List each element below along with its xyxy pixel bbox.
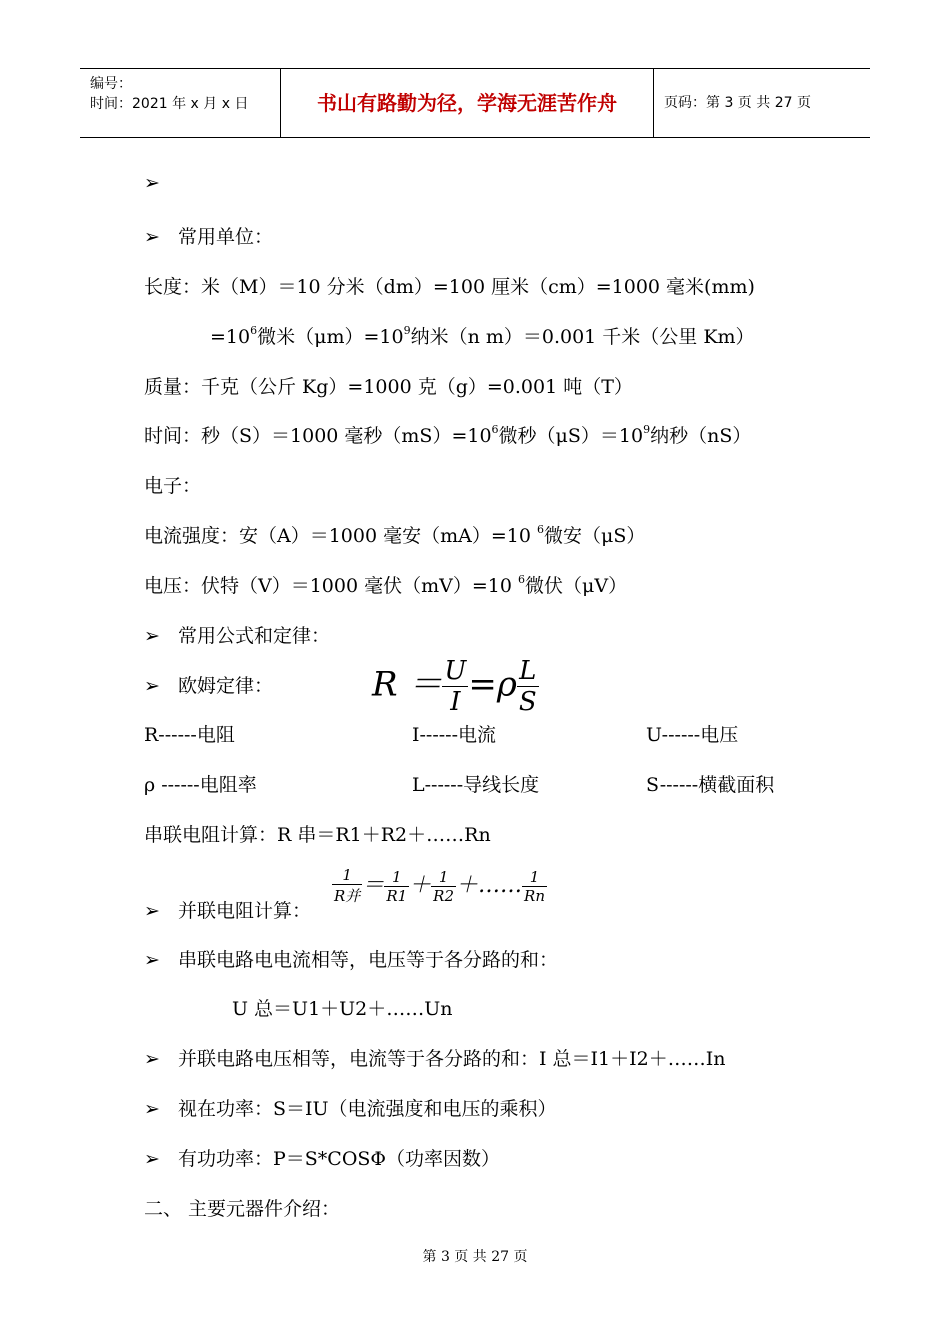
series-resistance-line: 串联电阻计算：R 串＝R1＋R2＋……Rn xyxy=(144,824,491,846)
u-total-line: U 总＝U1＋U2＋……Un xyxy=(232,998,453,1020)
empty-bullet-line xyxy=(144,172,178,194)
voltage-line: 电压：伏特（V）＝1000 毫伏（mV）=10 $^6$微伏（μV） xyxy=(144,573,628,597)
ohm-law-formula: R ＝ $\frac{U}{I}$ =ρ $\frac{L}{S}$ xyxy=(372,656,537,717)
u-over-i: $\frac{U}{I}$ xyxy=(444,656,467,717)
bullet-icon: ➢ xyxy=(144,675,160,697)
length-line-2: $=10^6$微米$(\mu m)=10^9$纳米（n m）＝0.001 千米（公里 Km） xyxy=(210,324,755,348)
page-header xyxy=(80,68,870,138)
bullet-icon: ➢ xyxy=(144,1098,160,1120)
mass-line: 质量：千克（公斤 Kg）=1000 克（g）=0.001 吨（T） xyxy=(144,376,633,398)
apparent-power-line: ➢ 视在功率：S＝IU（电流强度和电压的乘积） xyxy=(144,1098,557,1120)
time-label: 时间：2021 年 x 月 x 日 xyxy=(90,96,249,112)
bullet-icon: ➢ xyxy=(144,949,160,971)
current-line: 电流强度：安（A）＝1000 毫安（mA）=10 $^6$微安（μS） xyxy=(144,523,646,547)
def-area: S------横截面积 xyxy=(646,774,775,796)
bullet-icon: ➢ xyxy=(144,625,160,647)
parallel-circuit-line: ➢ 并联电路电压相等，电流等于各分路的和：I 总＝I1＋I2＋……In xyxy=(144,1048,726,1070)
units-title: 常用单位： xyxy=(178,226,274,248)
l-over-s: $\frac{L}{S}$ xyxy=(518,656,537,717)
header-page-info: 页码：第 3 页 共 27 页 xyxy=(664,95,811,111)
bullet-icon: ➢ xyxy=(144,1048,160,1070)
bullet-icon: ➢ xyxy=(144,226,160,248)
parallel-title-line: ➢ 并联电阻计算： xyxy=(144,900,312,922)
bullet-icon: ➢ xyxy=(144,900,160,922)
bullet-icon: ➢ xyxy=(144,1148,160,1170)
header-meta xyxy=(80,69,280,137)
number-label: 编号： xyxy=(90,76,132,92)
def-current: I------电流 xyxy=(412,724,497,746)
formulas-title-line: ➢ 常用公式和定律： xyxy=(144,625,331,647)
electron-heading: 电子： xyxy=(144,475,202,497)
def-resistance: R------电阻 xyxy=(144,724,235,746)
parallel-formula: $\frac{1}{\text{R并}}$ ＝ $\frac{1}{R1}$ ＋ $\frac{1}{R2}$ ＋…… $\frac{1}{Rn}$ xyxy=(334,866,545,905)
series-circuit-line: ➢ 串联电路电电流相等，电压等于各分路的和： xyxy=(144,949,559,971)
def-voltage: U------电压 xyxy=(646,724,739,746)
header-motto: 书山有路勤为径，学海无涯苦作舟 xyxy=(280,69,654,137)
page-footer: 第 3 页 共 27 页 xyxy=(422,1249,528,1265)
active-power-line: ➢ 有功功率：P＝S*COSΦ（功率因数） xyxy=(144,1148,501,1170)
def-length: L------导线长度 xyxy=(412,774,540,796)
section-2-heading: 二、 主要元器件介绍： xyxy=(144,1198,341,1220)
bullet-icon: ➢ xyxy=(144,172,160,194)
length-line-1: 长度：米（M）＝10 分米（dm）=100 厘米（cm）=1000 毫米(mm) xyxy=(144,276,755,298)
def-resistivity: ρ ------电阻率 xyxy=(144,774,257,796)
time-line: 时间：秒（S）＝1000 毫秒$(mS)=10^6$微秒$(\mu S)=10^9$纳秒（nS） xyxy=(144,423,752,447)
units-title-line xyxy=(144,222,273,249)
ohm-title-line: ➢ 欧姆定律： xyxy=(144,675,274,697)
